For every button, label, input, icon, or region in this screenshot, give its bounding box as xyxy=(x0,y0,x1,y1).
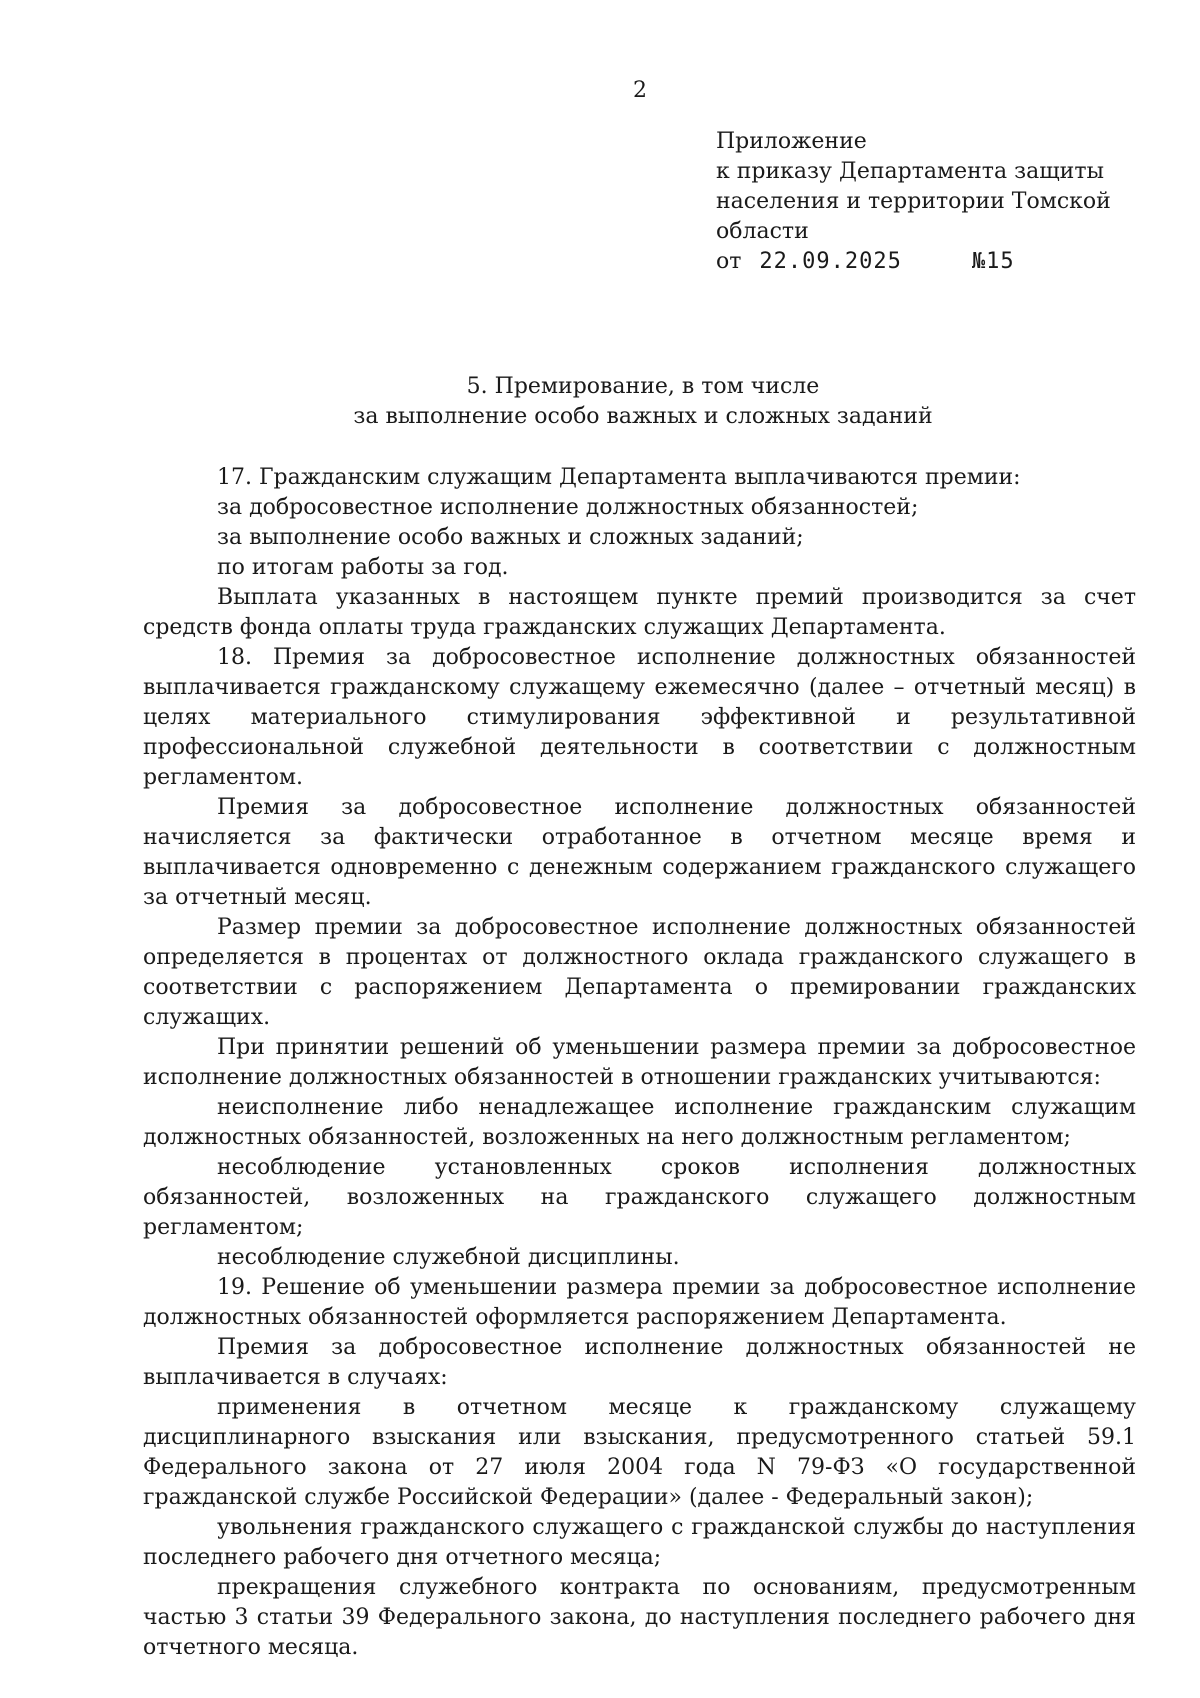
criterion-discipline: несоблюдение служебной дисциплины. xyxy=(217,1245,680,1270)
appendix-line-department: населения и территории Томской xyxy=(716,189,1111,214)
appendix-title: Приложение xyxy=(716,129,867,154)
paragraph-payment-source: Выплата указанных в настоящем пункте премий производится за счет средств фонда оплаты труда гражданских служащих Департамента. xyxy=(143,585,1136,640)
appendix-block xyxy=(716,127,1146,277)
list-item-bonus-conscientious: за добросовестное исполнение должностных обязанностей; xyxy=(217,495,919,520)
section-title-line-2: за выполнение особо важных и сложных заданий xyxy=(353,404,933,429)
list-item-bonus-annual: по итогам работы за год. xyxy=(217,555,509,580)
criterion-deadlines: несоблюдение установленных сроков исполнения должностных обязанностей, возложенных на гражданского служащего должностным регламентом; xyxy=(143,1155,1136,1240)
section-title-line-1: 5. Премирование, в том числе xyxy=(466,374,820,399)
paragraph-18: 18. Премия за добросовестное исполнение должностных обязанностей выплачивается гражданскому служащему ежемесячно (далее – отчетный месяц) в целях материального стимулирования эффективной и результативной профессиональной служебной деятельности в соответствии с должностным регламентом. xyxy=(143,645,1136,790)
case-disciplinary-action: применения в отчетном месяце к гражданскому служащему дисциплинарного взыскания или взыскания, предусмотренного статьей 59.1 Федерального закона от 27 июля 2004 года N 79-ФЗ «О государственной гражданской службе Российской Федерации» (далее - Федеральный закон); xyxy=(143,1395,1136,1510)
paragraph-accrual: Премия за добросовестное исполнение должностных обязанностей начисляется за фактически отработанное в отчетном месяце время и выплачивается одновременно с денежным содержанием гражданского служащего за отчетный месяц. xyxy=(143,795,1136,910)
paragraph-17: 17. Гражданским служащим Департамента выплачиваются премии: xyxy=(217,465,1021,490)
case-dismissal: увольнения гражданского служащего с гражданской службы до наступления последнего рабочего дня отчетного месяца; xyxy=(143,1515,1136,1570)
paragraph-19: 19. Решение об уменьшении размера премии за добросовестное исполнение должностных обязанностей оформляется распоряжением Департамента. xyxy=(143,1275,1136,1330)
paragraph-non-payment: Премия за добросовестное исполнение должностных обязанностей не выплачивается в случаях: xyxy=(143,1335,1136,1390)
order-number: №15 xyxy=(971,249,1015,274)
appendix-line-region: области xyxy=(716,219,809,244)
paragraph-bonus-size: Размер премии за добросовестное исполнение должностных обязанностей определяется в процентах от должностного оклада гражданского служащего в соответствии с распоряжением Департамента о премировании гражданских служащих. xyxy=(143,915,1136,1030)
date-label: от xyxy=(716,249,742,274)
appendix-date-row xyxy=(716,247,1146,277)
document-body xyxy=(143,463,1136,1663)
section-heading xyxy=(143,372,1143,432)
list-item-bonus-important-tasks: за выполнение особо важных и сложных заданий; xyxy=(217,525,804,550)
appendix-line-order: к приказу Департамента защиты xyxy=(716,159,1104,184)
order-date: 22.09.2025 xyxy=(759,249,902,274)
page-number: 2 xyxy=(633,78,647,103)
paragraph-reduction-criteria: При принятии решений об уменьшении размера премии за добросовестное исполнение должностных обязанностей в отношении гражданских учитываются: xyxy=(143,1035,1136,1090)
case-contract-termination: прекращения служебного контракта по основаниям, предусмотренным частью 3 статьи 39 Федерального закона, до наступления последнего рабочего дня отчетного месяца. xyxy=(143,1575,1136,1660)
criterion-non-performance: неисполнение либо ненадлежащее исполнение гражданским служащим должностных обязанностей, возложенных на него должностным регламентом; xyxy=(143,1095,1136,1150)
